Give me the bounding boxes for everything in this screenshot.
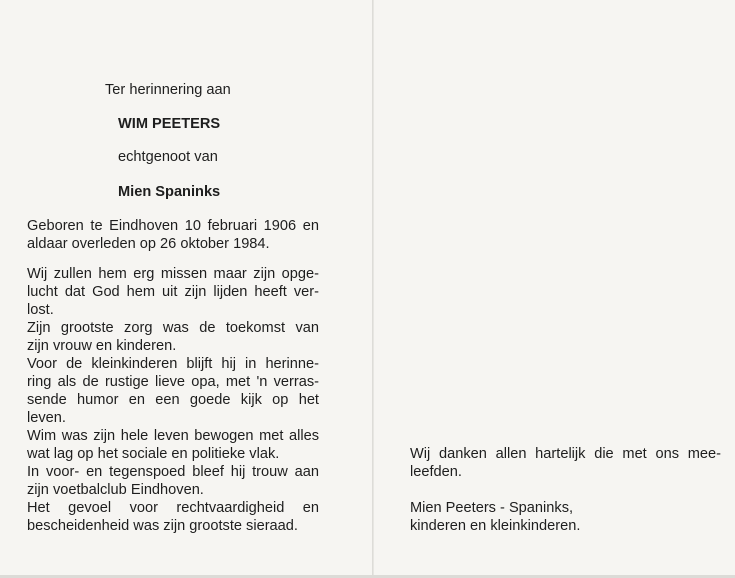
card-fold <box>372 0 374 578</box>
body-line: leven. <box>27 410 66 426</box>
body-line: In voor- en tegenspoed bleef hij trouw aan <box>27 464 319 480</box>
signature-line-2: kinderen en kleinkinderen. <box>410 518 581 534</box>
body-line: lucht dat God hem uit zijn lijden heeft ver- <box>27 284 319 300</box>
body-line: Zijn grootste zorg was de toekomst van <box>27 320 319 336</box>
body-line: sende humor en een goede kijk op het <box>27 392 319 408</box>
body-line: Wij zullen hem erg missen maar zijn opge- <box>27 266 319 282</box>
body-line: wat lag op het sociale en politieke vlak. <box>27 446 280 462</box>
spouse-name: Mien Spaninks <box>118 184 221 200</box>
relation-text: echtgenoot van <box>118 149 218 165</box>
body-line: Het gevoel voor rechtvaardigheid en <box>27 500 319 516</box>
body-line: bescheidenheid was zijn grootste sieraad. <box>27 518 298 534</box>
body-line: ring als de rustige lieve opa, met 'n verras- <box>27 374 319 390</box>
thanks-line-1: Wij danken allen hartelijk die met ons mee- <box>410 446 721 462</box>
intro-text: Ter herinnering aan <box>105 82 231 98</box>
body-line: zijn vrouw en kinderen. <box>27 338 177 354</box>
birth-line-2: aldaar overleden op 26 oktober 1984. <box>27 236 270 252</box>
body-line: zijn voetbalclub Eindhoven. <box>27 482 204 498</box>
body-line: Voor de kleinkinderen blijft hij in herinne- <box>27 356 319 372</box>
birth-line-1: Geboren te Eindhoven 10 februari 1906 en <box>27 218 319 234</box>
signature-line-1: Mien Peeters - Spaninks, <box>410 500 574 516</box>
body-line: lost. <box>27 302 54 318</box>
thanks-line-2: leefden. <box>410 464 462 480</box>
deceased-name: WIM PEETERS <box>118 116 221 132</box>
body-line: Wim was zijn hele leven bewogen met alles <box>27 428 319 444</box>
